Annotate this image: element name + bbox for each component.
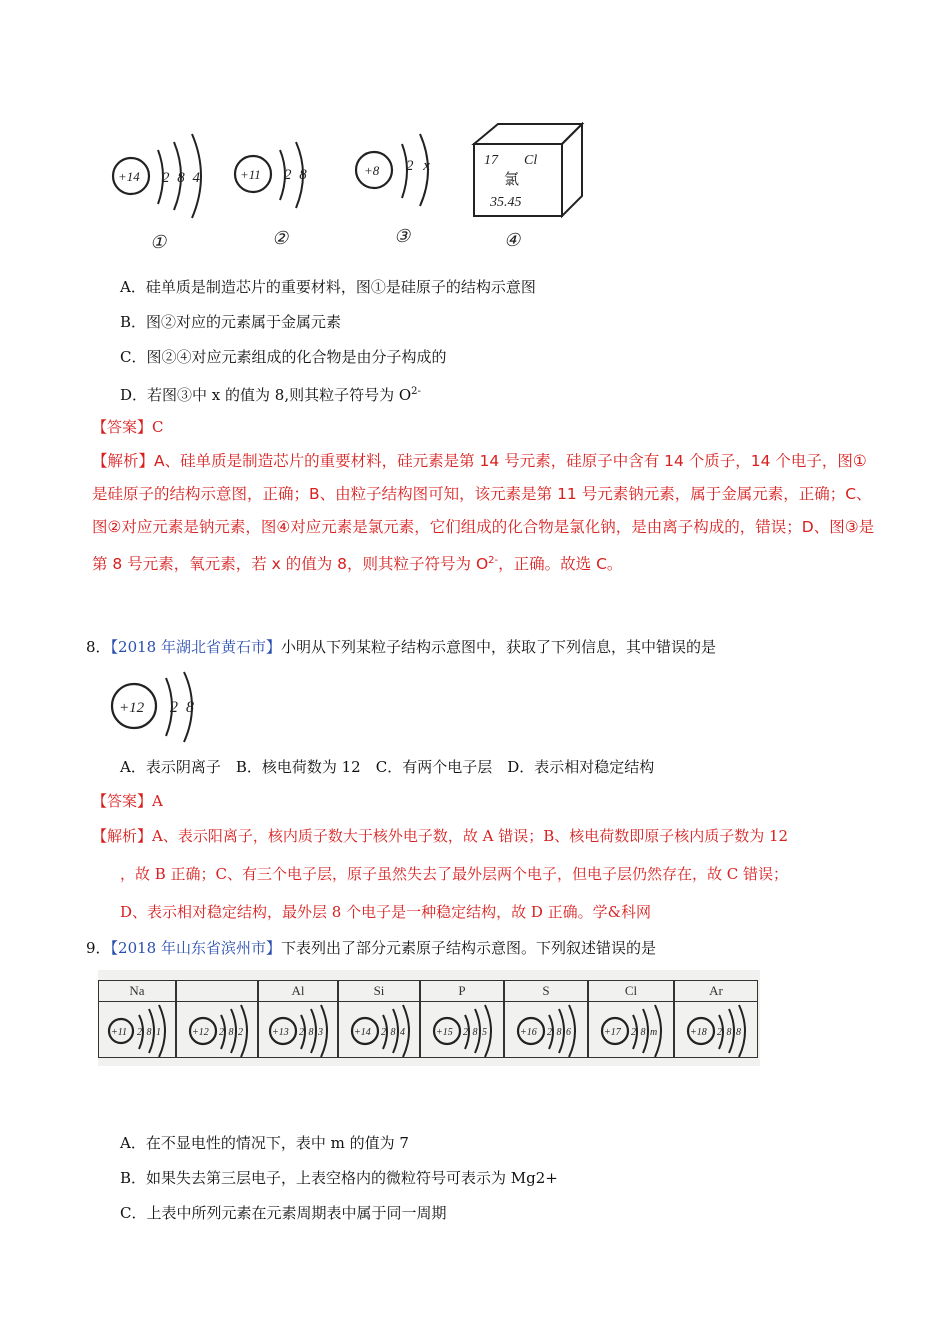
q7-option-d (120, 382, 421, 405)
q9-option-a: A．在不显电性的情况下，表中 m 的值为 7 (120, 1134, 409, 1152)
q9-option-b: B．如果失去第三层电子，上表空格内的微粒符号可表示为 Mg2+ (120, 1169, 558, 1187)
table-cell (504, 980, 588, 1058)
q8-atom-charge: +12 (119, 700, 145, 716)
cell-charge: +17 (604, 1027, 621, 1038)
atom-3-label: ③ (394, 226, 411, 246)
atom-2-charge: +11 (240, 167, 261, 182)
cell-symbol: Si (339, 981, 419, 1002)
element-mass: 35.45 (490, 195, 522, 210)
table-cell (176, 980, 258, 1058)
cell-diagram (679, 1003, 757, 1057)
cell-charge: +16 (520, 1027, 537, 1038)
cell-electrons: 2 8 2 (219, 1027, 243, 1038)
cell-symbol: Ar (675, 981, 757, 1002)
q8-answer (92, 791, 163, 811)
element-name: 氯 (504, 170, 520, 188)
atom-diagram-2 (235, 142, 307, 248)
table-cell (420, 980, 504, 1058)
cell-charge: +11 (111, 1027, 128, 1038)
cell-symbol: P (421, 981, 503, 1002)
cell-diagram (263, 1003, 337, 1057)
cell-charge: +12 (192, 1027, 209, 1038)
explain-label: 【解析】 (92, 827, 153, 845)
table-cell (258, 980, 338, 1058)
atom-3-charge: +8 (364, 163, 380, 178)
cell-symbol: S (505, 981, 587, 1002)
answer-label: 【答案】 (92, 792, 153, 810)
cell-diagram (103, 1003, 175, 1057)
q8-stem (86, 637, 716, 657)
explain-text: A、硅单质是制造芯片的重要材料，硅元素是第 14 号元素，硅原子中含有 14 个质子，14 个电子，图①是硅原子的结构示意图，正确；B、由粒子结构图可知，该元素是第 11 号元素钠元素，属于金属元素，正确；C、图②对应元素是钠元素，图④对应元素是氯元素，它们组成的化合物是氯化钠，是由离子构成的，错误；D、图③是第 8 号元素，氧元素，若 x 的值为 8，则其粒子符号为 O (92, 452, 875, 574)
table-cell (588, 980, 674, 1058)
question-text: 小明从下列某粒子结构示意图中，获取了下列信息，其中错误的是 (281, 638, 717, 656)
q9-stem (86, 938, 656, 958)
q7-explanation (92, 445, 882, 581)
question-source: 【2018 年湖北省黄石市】 (110, 638, 281, 656)
cell-diagram (509, 1003, 587, 1057)
q7-figure-row (100, 118, 620, 258)
atom-2-electrons: 2 8 (284, 167, 307, 183)
answer-label: 【答案】 (92, 418, 153, 436)
explain-text: A、表示阳离子，核内质子数大于核外电子数，故 A 错误；B、核电荷数即原子核内质子数为 12 (152, 827, 789, 845)
cell-charge: +13 (272, 1027, 289, 1038)
table-cell (338, 980, 420, 1058)
answer-value: C (152, 418, 164, 436)
cell-symbol: Al (259, 981, 337, 1002)
cell-diagram (593, 1003, 673, 1057)
question-number: 8． (86, 638, 111, 656)
q7-answer (92, 417, 164, 437)
cell-electrons: 2 8 4 (381, 1027, 405, 1038)
question-source: 【2018 年山东省滨州市】 (110, 939, 281, 957)
cell-symbol (177, 981, 257, 1002)
explain-label: 【解析】 (92, 452, 155, 470)
question-number: 9． (86, 939, 111, 957)
cell-electrons: 2 8 1 (137, 1027, 161, 1038)
atom-1-label: ① (150, 232, 167, 252)
cell-electrons: 2 8 5 (463, 1027, 487, 1038)
q8-atom-diagram (104, 670, 214, 750)
explain-tail: ，正确。故选 C。 (498, 555, 623, 574)
cell-charge: +14 (354, 1027, 371, 1038)
q9-option-c: C．上表中所列元素在元素周期表中属于同一周期 (120, 1204, 447, 1222)
atom-3-electrons: 2 x (406, 158, 430, 174)
table-cell (674, 980, 758, 1058)
q8-explain-line-2: ，故 B 正确；C、有三个电子层，原子虽然失去了最外层两个电子，但电子层仍然存在，故 C 错误； (120, 865, 789, 883)
element-box-chlorine (474, 124, 582, 250)
q8-explain-line-1 (92, 826, 788, 846)
answer-value: A (152, 792, 163, 810)
atom-diagram-3 (356, 134, 430, 246)
cell-electrons: 2 8 m (631, 1027, 658, 1038)
atom-diagram-1 (113, 134, 201, 252)
cell-symbol: Na (99, 981, 175, 1002)
cell-electrons: 2 8 6 (547, 1027, 571, 1038)
q9-element-table (98, 970, 760, 1066)
atom-1-electrons: 2 8 4 (162, 170, 200, 186)
table-cell (98, 980, 176, 1058)
cell-diagram (343, 1003, 419, 1057)
cell-diagram (425, 1003, 503, 1057)
q8-explain-line-3: D、表示相对稳定结构，最外层 8 个电子是一种稳定结构，故 D 正确。学&科网 (120, 903, 652, 921)
question-text: 下表列出了部分元素原子结构示意图。下列叙述错误的是 (281, 939, 657, 957)
element-symbol: Cl (524, 153, 538, 168)
cell-diagram (181, 1003, 257, 1057)
cell-charge: +18 (690, 1027, 707, 1038)
cell-charge: +15 (436, 1027, 453, 1038)
q8-atom-electrons: 2 8 (170, 699, 194, 716)
q7-option-d-text: D．若图③中 x 的值为 8,则其粒子符号为 O (120, 386, 412, 404)
element-number: 17 (484, 153, 498, 168)
element-box-label: ④ (504, 230, 521, 250)
explain-sup: 2- (488, 555, 499, 566)
q7-option-c: C．图②④对应元素组成的化合物是由分子构成的 (120, 348, 447, 366)
cell-electrons: 2 8 3 (299, 1027, 323, 1038)
q7-option-a: A．硅单质是制造芯片的重要材料，图①是硅原子的结构示意图 (120, 278, 536, 296)
atom-1-charge: +14 (118, 169, 140, 184)
cell-symbol: Cl (589, 981, 673, 1002)
q8-options: A．表示阴离子 B．核电荷数为 12 C．有两个电子层 D．表示相对稳定结构 (120, 758, 655, 776)
cell-electrons: 2 8 8 (717, 1027, 741, 1038)
q7-option-b: B．图②对应的元素属于金属元素 (120, 313, 342, 331)
q7-option-d-sup: 2- (411, 386, 421, 397)
atom-2-label: ② (272, 228, 289, 248)
